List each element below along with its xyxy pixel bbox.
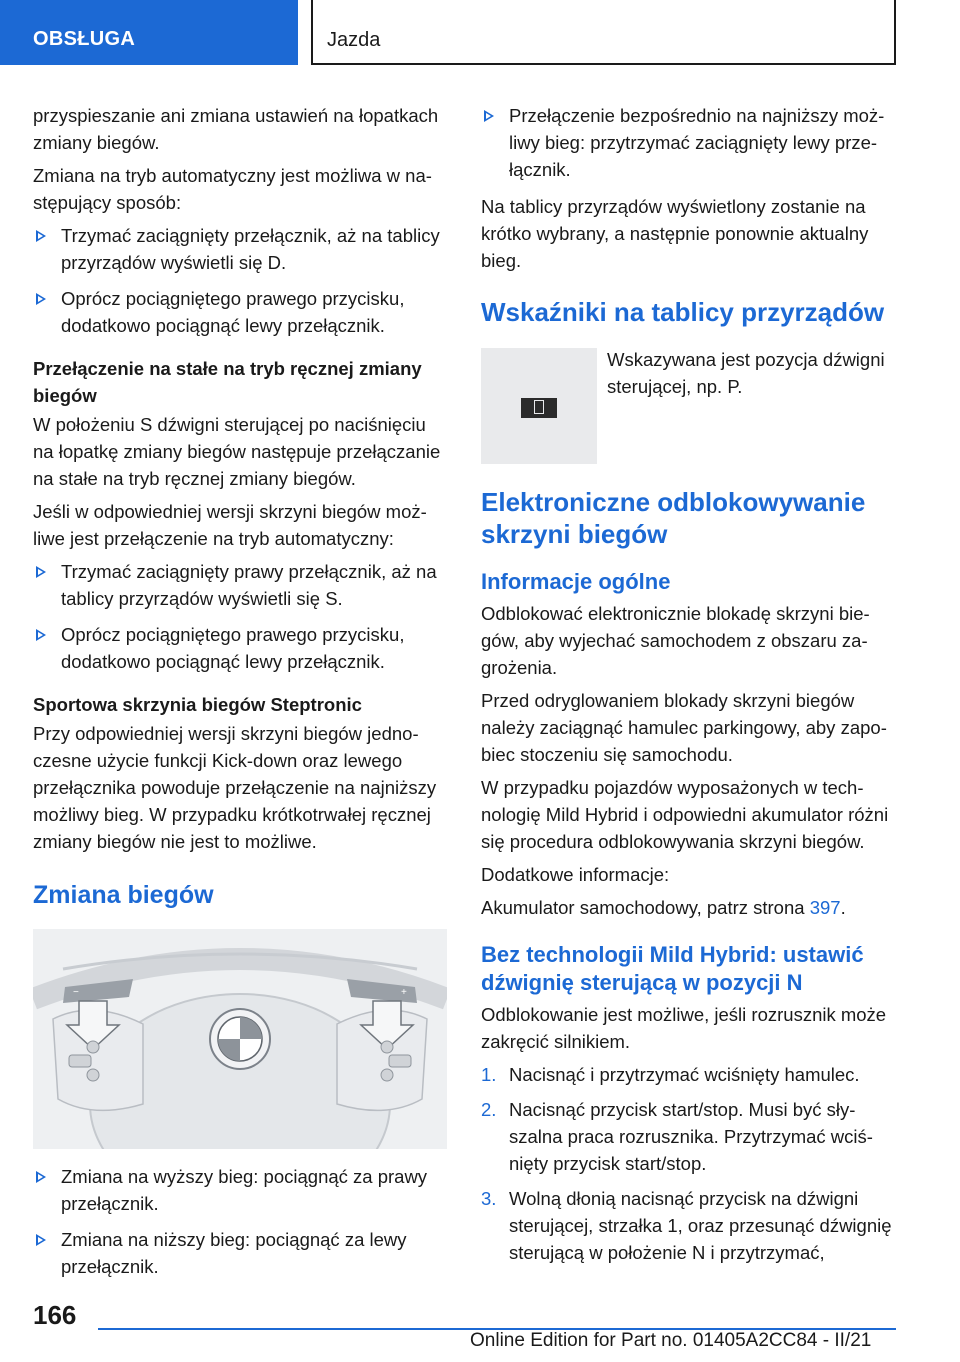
list-item: 2. Nacisnąć przycisk start/stop. Musi być słyszalna praca rozrusznika. Przytrzymać wciśnięty przycisk start/stop. xyxy=(481,1099,873,1174)
page-number: 166 xyxy=(33,1300,77,1330)
paragraph: Na tablicy przyrządów wyświetlony zostanie na krótko wybrany, a następnie ponownie aktualny bieg. xyxy=(481,196,869,271)
list-item: Zmiana na niższy bieg: pociągnąć za lewy przełącznik. xyxy=(33,1226,451,1280)
indicator-row xyxy=(481,346,899,464)
list-item: 1. Nacisnąć i przytrzymać wciśnięty hamulec. xyxy=(481,1064,860,1085)
bullet-list xyxy=(33,222,451,339)
triangle-bullet-icon xyxy=(36,230,46,242)
chapter-title: Jazda xyxy=(311,0,896,65)
svg-text:+: + xyxy=(401,987,407,998)
subsection-heading: Bez technologii Mild Hybrid: ustawić dźwignię sterującą w pozycji N xyxy=(481,942,864,995)
list-item: 3. Wolną dłonią nacisnąć przycisk na dźwigni sterującej, strzałka 1, oraz przesunąć dźwignię sterującą w położenie N i przytrzymać, xyxy=(481,1188,892,1263)
list-item: Zmiana na wyższy bieg: pociągnąć za prawy przełącznik. xyxy=(33,1163,451,1217)
subsection-heading: Informacje ogólne xyxy=(481,569,671,594)
triangle-bullet-icon xyxy=(36,293,46,305)
section-heading: Wskaźniki na tablicy przyrządów xyxy=(481,297,885,327)
bullet-list xyxy=(33,558,451,675)
section-heading: Zmiana biegów xyxy=(33,881,214,909)
paragraph: Dodatkowe informacje: xyxy=(481,864,670,885)
edition-note: Online Edition for Part no. 01405A2CC84 - II/21 xyxy=(470,1330,872,1351)
list-item: Trzymać zaciągnięty prawy przełącznik, aż na tablicy przyrządów wyświetli się S. xyxy=(33,558,451,612)
subheading: Przełączenie na stałe na tryb ręcznej zmiany biegów xyxy=(33,358,422,406)
triangle-bullet-icon xyxy=(484,110,494,122)
indicator-caption: Wskazywana jest pozycja dźwigni sterującej, np. P. xyxy=(607,349,885,397)
triangle-bullet-icon xyxy=(36,1234,46,1246)
paragraph: Przed odryglowaniem blokady skrzyni biegów należy zaciągnąć hamulec parkingowy, aby zapobiec stoczeniu się samochodu. xyxy=(481,690,887,765)
triangle-bullet-icon xyxy=(36,629,46,641)
list-item: Oprócz pociągniętego prawego przycisku, dodatkowo pociągnąć lewy przełącznik. xyxy=(33,285,451,339)
steering-wheel-illustration xyxy=(33,929,447,1149)
paragraph: przyspieszanie ani zmiana ustawień na łopatkach zmiany biegów. xyxy=(33,105,439,153)
paragraph: Odblokować elektronicznie blokadę skrzyni biegów, aby wyjechać samochodem z obszaru zagrożenia. xyxy=(481,603,870,678)
list-item: Trzymać zaciągnięty przełącznik, aż na tablicy przyrządów wyświetli się D. xyxy=(33,222,451,276)
list-item: Przełączenie bezpośrednio na najniższy możliwy bieg: przytrzymać zaciągnięty lewy przełącznik. xyxy=(481,102,899,183)
paragraph: Przy odpowiedniej wersji skrzyni biegów jednoczesne użycie funkcji Kick-down oraz lewego przełącznika powoduje przełączenie na najniższy możliwy bieg. W przypadku krótkotrwałej ręcznej zmiany biegów nie jest to możliwe. xyxy=(33,723,437,852)
triangle-bullet-icon xyxy=(36,566,46,578)
paragraph: Zmiana na tryb automatyczny jest możliwa w następujący sposób: xyxy=(33,165,432,213)
page-reference-link[interactable]: 397 xyxy=(809,897,841,918)
paragraph: W położeniu S dźwigni sterującej po naciśnięciu na łopatkę zmiany biegów następuje przełączanie na stałe na tryb ręcznej zmiany biegów. xyxy=(33,414,441,489)
left-column xyxy=(33,102,451,1290)
bullet-list xyxy=(481,102,899,183)
section-heading: Elektroniczne odblokowywanie skrzyni biegów xyxy=(481,487,866,549)
svg-text:−: − xyxy=(73,987,79,998)
triangle-bullet-icon xyxy=(36,1171,46,1183)
park-indicator-icon xyxy=(521,398,557,418)
list-item: Oprócz pociągniętego prawego przycisku, dodatkowo pociągnąć lewy przełącznik. xyxy=(33,621,451,675)
paragraph: Odblokowanie jest możliwe, jeśli rozrusznik może zakręcić silnikiem. xyxy=(481,1004,887,1052)
bullet-list xyxy=(33,1163,451,1280)
subheading: Sportowa skrzynia biegów Steptronic xyxy=(33,694,362,715)
gear-indicator-image xyxy=(481,348,597,464)
steering-wheel-icon xyxy=(33,929,447,1149)
numbered-list xyxy=(481,1061,899,1266)
paragraph: W przypadku pojazdów wyposażonych w technologię Mild Hybrid i odpowiedni akumulator różni się procedura odblokowywania skrzyni biegów. xyxy=(481,777,889,852)
right-column xyxy=(481,102,899,1274)
paragraph: Akumulator samochodowy, patrz strona 397. xyxy=(481,897,846,918)
section-tab: OBSŁUGA xyxy=(0,0,298,65)
paragraph: Jeśli w odpowiedniej wersji skrzyni biegów możliwe jest przełączenie na tryb automatyczny: xyxy=(33,501,427,549)
